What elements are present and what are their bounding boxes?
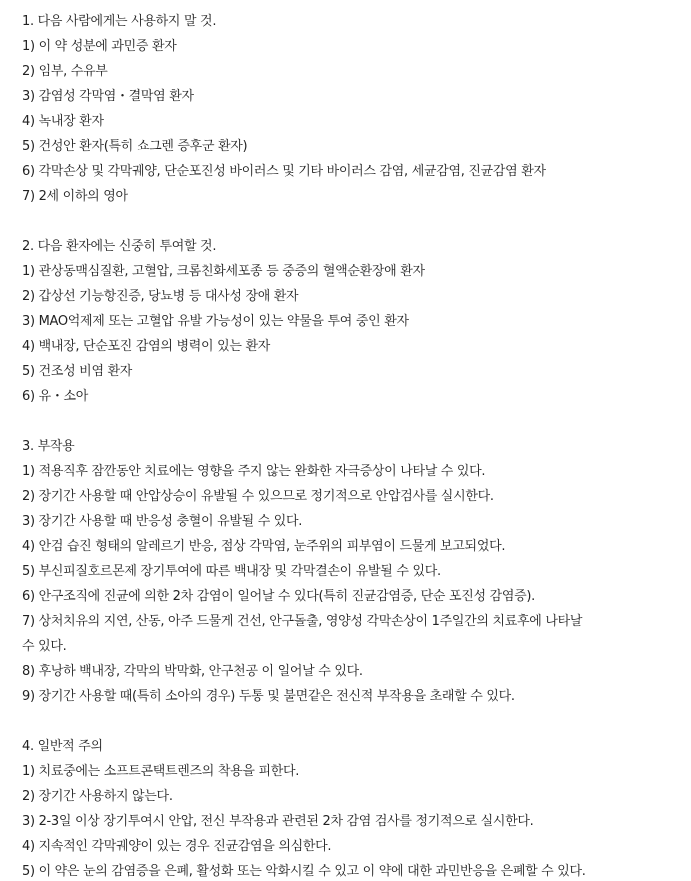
list-item: 6) 안구조직에 진균에 의한 2차 감염이 일어날 수 있다(특히 진균감염증, 단순 포진성 감염증). xyxy=(22,589,535,604)
list-item: 2) 장기간 사용할 때 안압상승이 유발될 수 있으므로 정기적으로 안압검사를 실시한다. xyxy=(22,489,494,504)
list-item: 3) 2-3일 이상 장기투여시 안압, 전신 부작용과 관련된 2차 감염 검사를 정기적으로 실시한다. xyxy=(22,814,534,829)
list-item: 8) 후낭하 백내장, 각막의 박막화, 안구천공 이 일어날 수 있다. xyxy=(22,664,363,679)
list-item: 3) 감염성 각막염・결막염 환자 xyxy=(22,89,194,104)
section-heading: 1. 다음 사람에게는 사용하지 말 것. xyxy=(22,14,217,29)
list-item: 5) 건조성 비염 환자 xyxy=(22,364,133,379)
list-item: 5) 건성안 환자(특히 쇼그렌 증후군 환자) xyxy=(22,139,248,154)
section-heading: 3. 부작용 xyxy=(22,439,75,454)
section-heading: 2. 다음 환자에는 신중히 투여할 것. xyxy=(22,239,217,254)
list-item: 1) 이 약 성분에 과민증 환자 xyxy=(22,39,177,54)
list-item: 9) 장기간 사용할 때(특히 소아의 경우) 두통 및 불면같은 전신적 부작용을 초래할 수 있다. xyxy=(22,689,515,704)
list-item-continuation: 수 있다. xyxy=(22,639,67,654)
list-item: 4) 백내장, 단순포진 감염의 병력이 있는 환자 xyxy=(22,339,270,354)
list-item: 1) 치료중에는 소프트콘택트렌즈의 착용을 피한다. xyxy=(22,764,300,779)
list-item: 4) 안검 습진 형태의 알레르기 반응, 점상 각막염, 눈주위의 피부염이 드물게 보고되었다. xyxy=(22,539,506,554)
list-item: 2) 갑상선 기능항진증, 당뇨병 등 대사성 장애 환자 xyxy=(22,289,299,304)
section-heading: 4. 일반적 주의 xyxy=(22,739,103,754)
list-item: 1) 관상동맥심질환, 고혈압, 크롬친화세포종 등 중증의 혈액순환장애 환자 xyxy=(22,264,425,279)
list-item: 2) 장기간 사용하지 않는다. xyxy=(22,789,173,804)
list-item: 5) 이 약은 눈의 감염증을 은폐, 활성화 또는 악화시킬 수 있고 이 약에 대한 과민반응을 은폐할 수 있다. xyxy=(22,864,586,879)
list-item: 3) MAO억제제 또는 고혈압 유발 가능성이 있는 약물을 투여 중인 환자 xyxy=(22,314,409,329)
list-item: 6) 유・소아 xyxy=(22,389,89,404)
list-item: 7) 상처치유의 지연, 산동, 아주 드물게 건선, 안구돌출, 영양성 각막손상이 1주일간의 치료후에 나타날 xyxy=(22,614,583,629)
list-item: 6) 각막손상 및 각막궤양, 단순포진성 바이러스 및 기타 바이러스 감염, 세균감염, 진균감염 환자 xyxy=(22,164,546,179)
list-item: 4) 지속적인 각막궤양이 있는 경우 진균감염을 의심한다. xyxy=(22,839,332,854)
list-item: 3) 장기간 사용할 때 반응성 충혈이 유발될 수 있다. xyxy=(22,514,303,529)
list-item: 7) 2세 이하의 영아 xyxy=(22,189,128,204)
list-item: 1) 적용직후 잠깐동안 치료에는 영향을 주지 않는 완화한 자극증상이 나타날 수 있다. xyxy=(22,464,486,479)
list-item: 2) 임부, 수유부 xyxy=(22,64,108,79)
list-item: 4) 녹내장 환자 xyxy=(22,114,104,129)
list-item: 5) 부신피질호르몬제 장기투여에 따른 백내장 및 각막결손이 유발될 수 있다. xyxy=(22,564,441,579)
